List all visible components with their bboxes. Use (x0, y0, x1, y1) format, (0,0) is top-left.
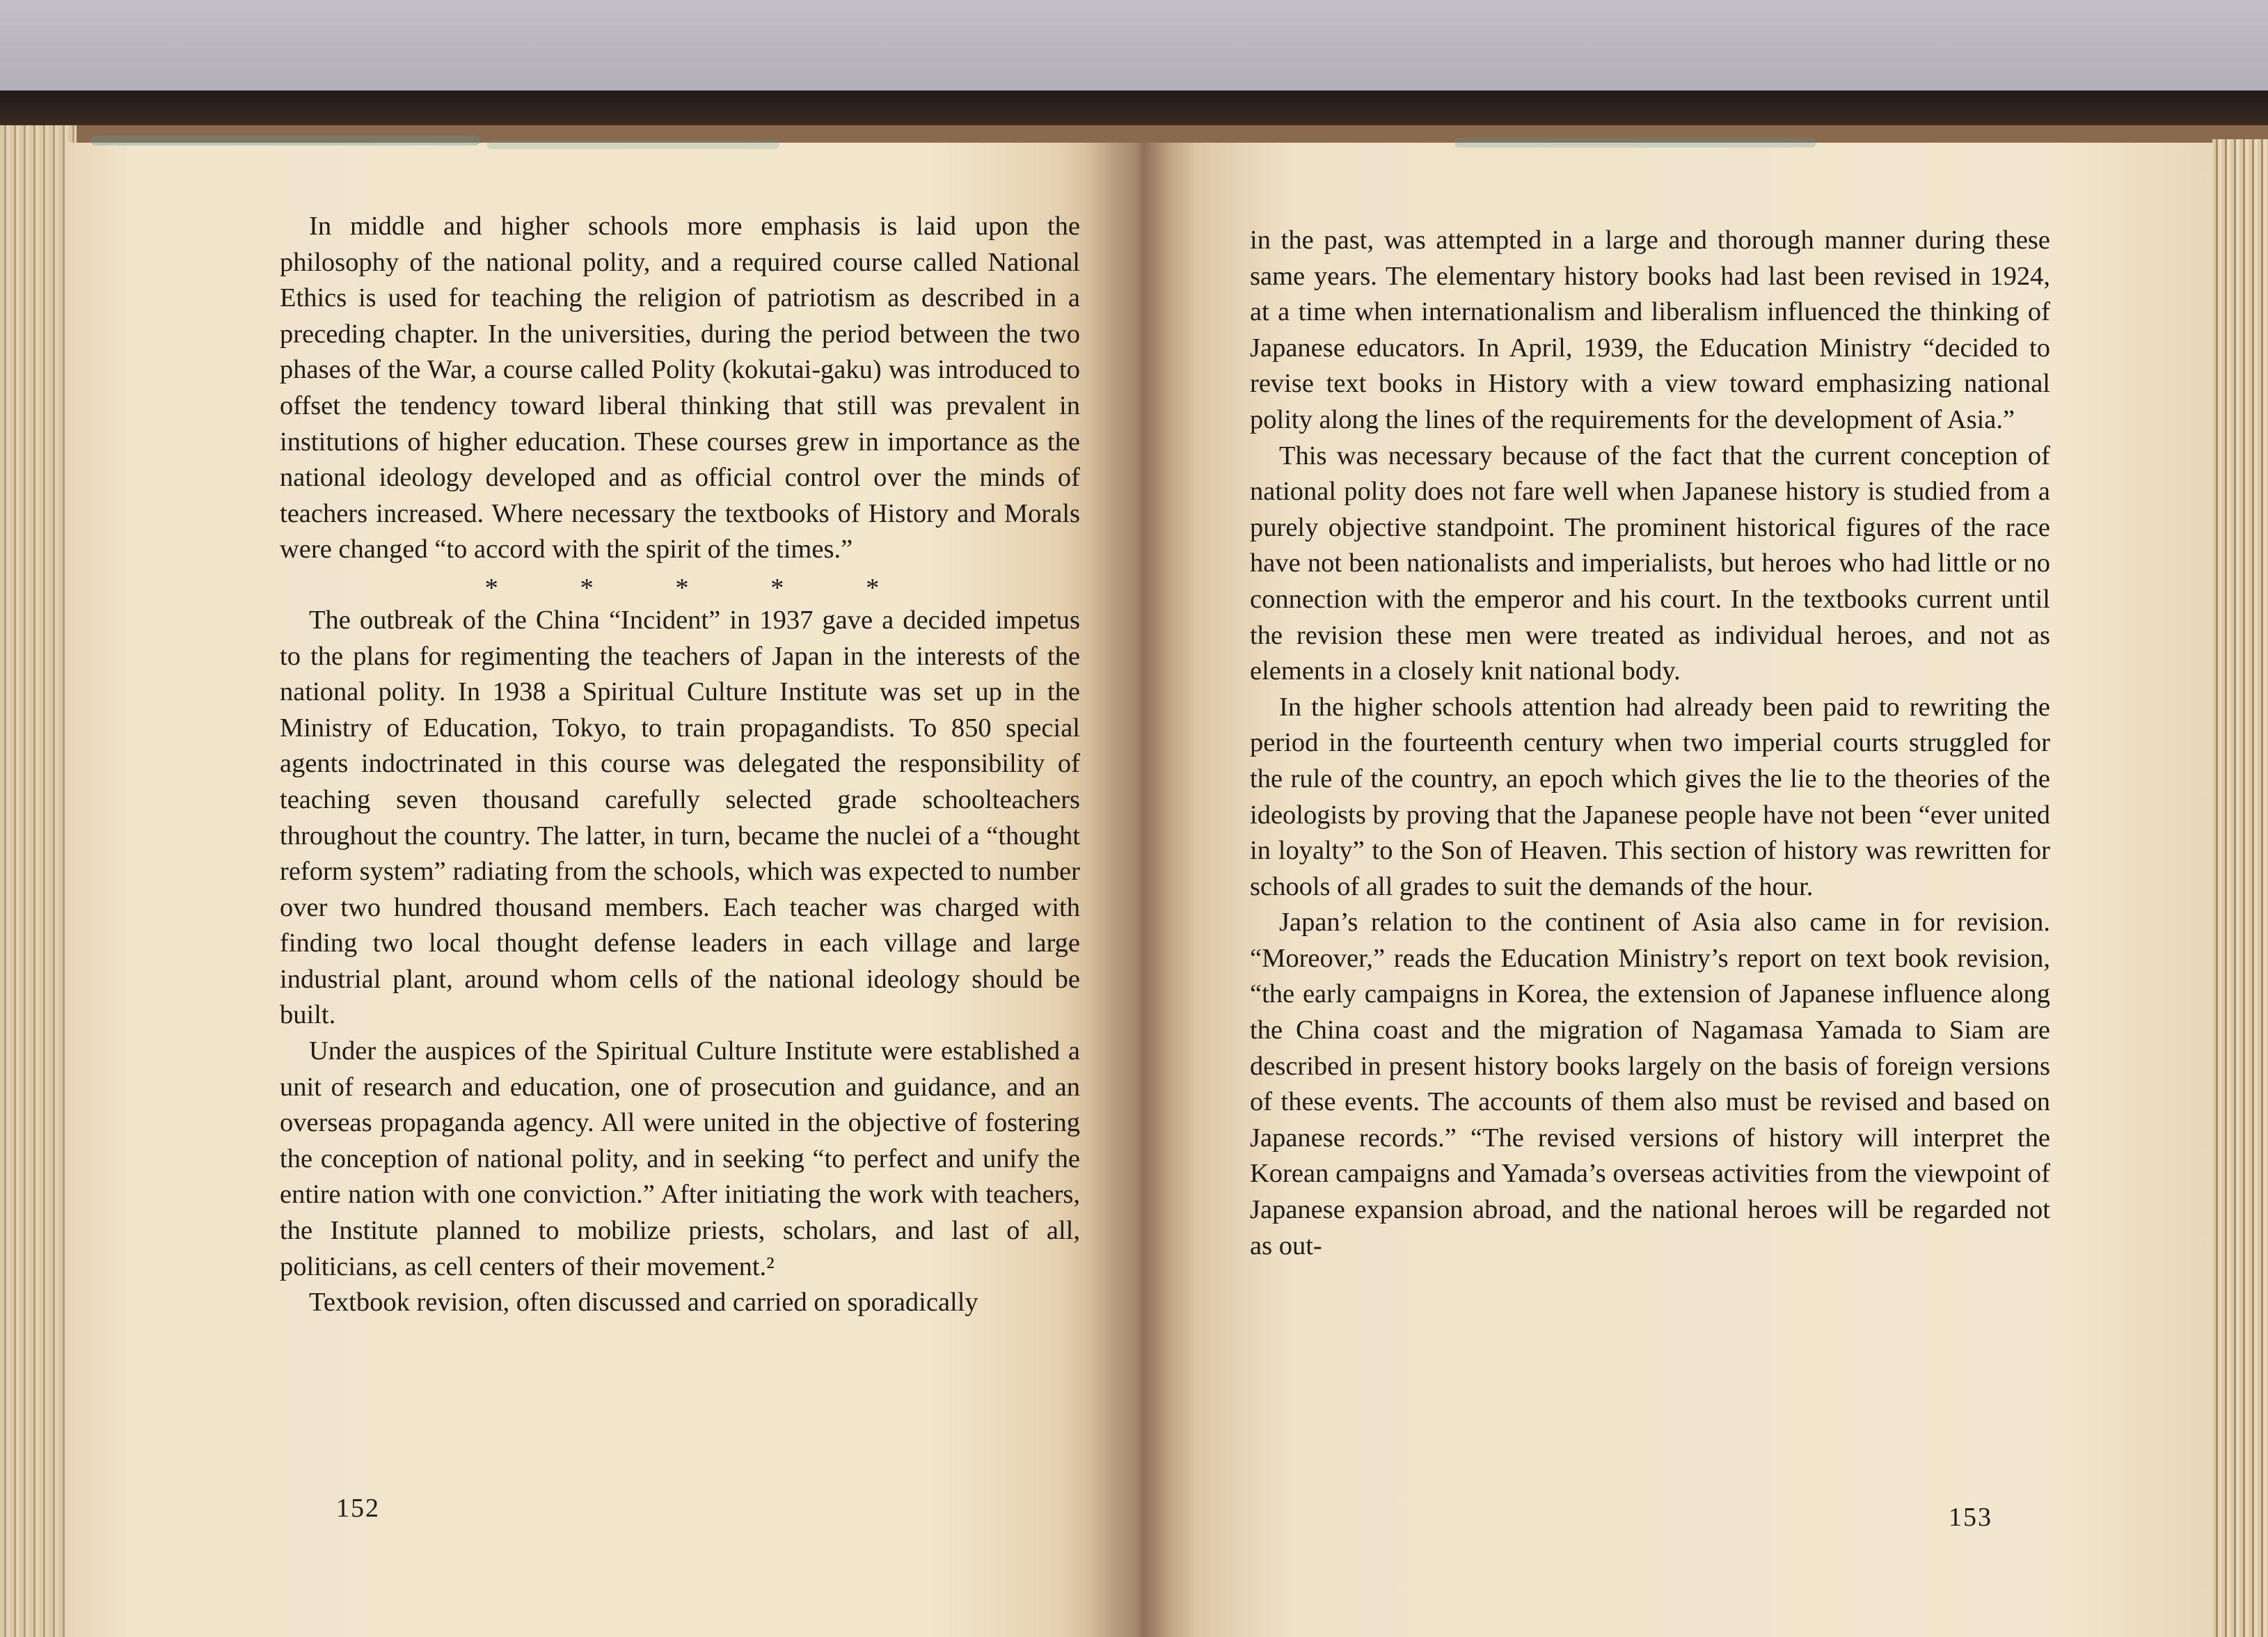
book-gutter (1086, 143, 1197, 1637)
page-number-left: 152 (336, 1494, 380, 1523)
right-page-edges (2212, 139, 2268, 1637)
top-stain-left (90, 136, 480, 145)
top-stain-right (1454, 138, 1816, 148)
right-paragraph-3: In the higher schools attention had already been paid to rewriting the period in the fourteenth century when two imperial courts struggled for the rule of the country, an epoch which gives the lie to the theories of the ideologists by proving that the Japanese people have not been “ever united in loyalty” to the Son of Heaven. This section of history was rewritten for schools of all grades to suit the demands of the hour. (1250, 692, 2050, 901)
top-stain-middle (487, 139, 779, 149)
left-paragraph-4: Textbook revision, often discussed and carried on sporadically (309, 1288, 978, 1318)
right-paragraph-1: in the past, was attempted in a large and thorough manner during these same years. The elementary history books had last been revised in 1924, at a time when internationalism and liberalism influenced the thinking of Japanese educators. In April, 1939, the Education Ministry “decided to revise text books in History with a view toward emphasizing national polity along the lines of the requirements for the development of Asia.” (1250, 226, 2050, 434)
left-page-text (280, 209, 1080, 1321)
section-separator: * * * * * (484, 573, 917, 603)
right-paragraph-2: This was necessary because of the fact that the current conception of national polity does not fare well when Japanese history is studied from a purely objective standpoint. The prominent historical figures of the race have not been nationalists and imperialists, but heroes who had little or no connection with the emperor and his court. In the textbooks current until the revision these men were treated as individual heroes, and not as elements in a closely knit national body. (1250, 441, 2050, 686)
left-paragraph-2: The outbreak of the China “Incident” in 1937 gave a decided impetus to the plans for regimenting the teachers of Japan in the interests of the national polity. In 1938 a Spiritual Culture Institute was set up in the Ministry of Education, Tokyo, to train propagandists. To 850 special agents indoctrinated in this course was delegated the responsibility of teaching seven thousand carefully selected grade schoolteachers throughout the country. The latter, in turn, became the nuclei of a “thought reform system” radiating from the schools, which was expected to number over two hundred thousand members. Each teacher was charged with finding two local thought defense leaders in each village and large industrial plant, around whom cells of the national ideology should be built. (280, 605, 1080, 1030)
right-page-text (1250, 223, 2050, 1264)
scanner-background (0, 0, 2268, 90)
left-paragraph-1: In middle and higher schools more emphasis is laid upon the philosophy of the national polity, and a required course called National Ethics is used for teaching the religion of patriotism as described in a preceding chapter. In the universities, during the period between the two phases of the War, a course called Polity (kokutai-gaku) was introduced to offset the tendency toward liberal thinking that still was prevalent in institutions of higher education. These courses grew in importance as the national ideology developed and as official control over the minds of teachers increased. Where necessary the textbooks of History and Morals were changed “to accord with the spirit of the times.” (280, 212, 1080, 564)
right-paragraph-4: Japan’s relation to the continent of Asia also came in for revision. “Moreover,” reads the Education Ministry’s report on text book revision, “the early campaigns in Korea, the extension of Japanese influence along the China coast and the migration of Nagamasa Yamada to Siam are described in present history books largely on the basis of foreign versions of these events. The accounts of them also must be revised and based on Japanese records.” “The revised versions of history will interpret the Korean campaigns and Yamada’s overseas activities from the viewpoint of Japanese expansion abroad, and the national heroes will be regarded not as out- (1250, 908, 2050, 1260)
page-number-right: 153 (1949, 1503, 1992, 1532)
left-page-edges (0, 125, 77, 1637)
left-paragraph-3: Under the auspices of the Spiritual Culture Institute were established a unit of research and education, one of prosecution and guidance, and an overseas propaganda agency. All were united in the objective of fostering the conception of national polity, and in seeking “to perfect and unify the entire nation with one conviction.” After initiating the work with teachers, the Institute planned to mobilize priests, scholars, and last of all, politicians, as cell centers of their movement.² (280, 1036, 1080, 1281)
